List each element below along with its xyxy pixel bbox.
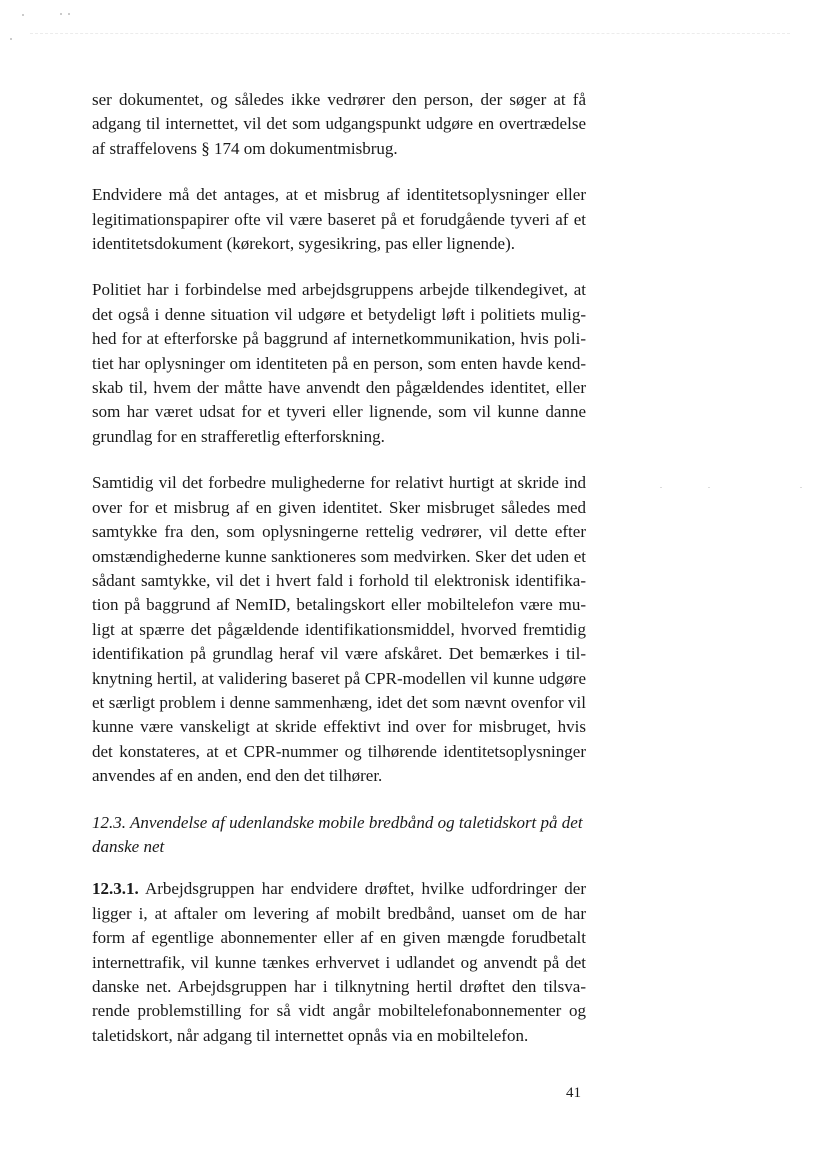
paragraph: ser dokumentet, og således ikke vedrører den person, der søger at få adgang til internettet, vil det som udgangspunkt udgøre en overtrædelse af straffelovens § 174 om dokumentmisbrug. (92, 90, 586, 158)
paragraph: Endvidere må det antages, at et misbrug af identitetsoplysninger eller legitimationspapirer ofte vil være baseret på et forudgående tyveri af et identitetsdokument (kørekort, sygesikring, pas eller lignende). (92, 185, 586, 254)
section-heading: 12.3. Anvendelse af udenlandske mobile bredbånd og taletidskort på det danske net (92, 812, 583, 856)
paragraph: Samtidig vil det forbedre mulighederne for relativt hurtigt at skride ind over for et misbrug af en given identitet. Sker misbruget således med samtykke fra den, som oplysningerne rettelig vedrører, vil dette efter omstændighederne kunne sanktioneres som medvirken. Sker det uden et sådant samtykke, vil det i hvert fald i forhold til elektronisk identifikation på baggrund af NemID, betalingskort eller mobiltelefon være muligt at spærre det pågældende identifikationsmiddel, hvorved fremtidig identifikation på grundlag heraf vil være afskåret. Det bemærkes i tilknytning hertil, at validering baseret på CPR-modellen vil kunne udgøre et særligt problem i denne sammenhæng, idet det som nævnt ovenfor vil kunne være vanskeligt at skride effektivt ind over for misbruget, hvis det konstateres, at et CPR-nummer og tilhørende identitetsoplysninger anvendes af en anden, end den det tilhører. (92, 473, 586, 786)
subsection-paragraph (92, 877, 586, 1048)
subsection-number: 12.3.1. (92, 879, 139, 899)
scan-artifacts (0, 0, 826, 60)
paragraph: Politiet har i forbindelse med arbejdsgruppens arbejde tilkendegivet, at det også i denne situation vil udgøre et betydeligt løft i politiets mulighed for at efterforske på baggrund af internetkommunikation, hvis politiet har oplysninger om identiteten på en person, som enten havde kendskab til, hvem der måtte have anvendt den pågældendes identitet, eller som har været udsat for et tyveri eller lignende, som vil kunne danne grundlag for en strafferetlig efterforskning. (92, 280, 586, 446)
scan-speck (68, 13, 70, 15)
scan-edge-line (30, 33, 790, 34)
subsection-text: Arbejdsgruppen har endvidere drøftet, hvilke udfordringer der ligger i, at aftaler om levering af mobilt bredbånd, uanset om de har form af egentlige abonnementer eller af en given mængde forudbetalt internettrafik, vil kunne tænkes erhvervet i udlandet og anvendt på det danske net. Arbejdsgruppen har i tilknytning hertil drøftet den tilsvarende problemstilling for så vidt angår mobiltelefonabonnementer og taletidskort, når adgang til internettet opnås via en mobiltelefon. (92, 879, 586, 1045)
page-number: 41 (566, 1085, 581, 1101)
margin-specks (660, 487, 820, 495)
scan-speck (22, 14, 24, 16)
document-body (92, 88, 586, 1048)
scan-speck (10, 38, 12, 40)
scan-speck (60, 13, 62, 15)
